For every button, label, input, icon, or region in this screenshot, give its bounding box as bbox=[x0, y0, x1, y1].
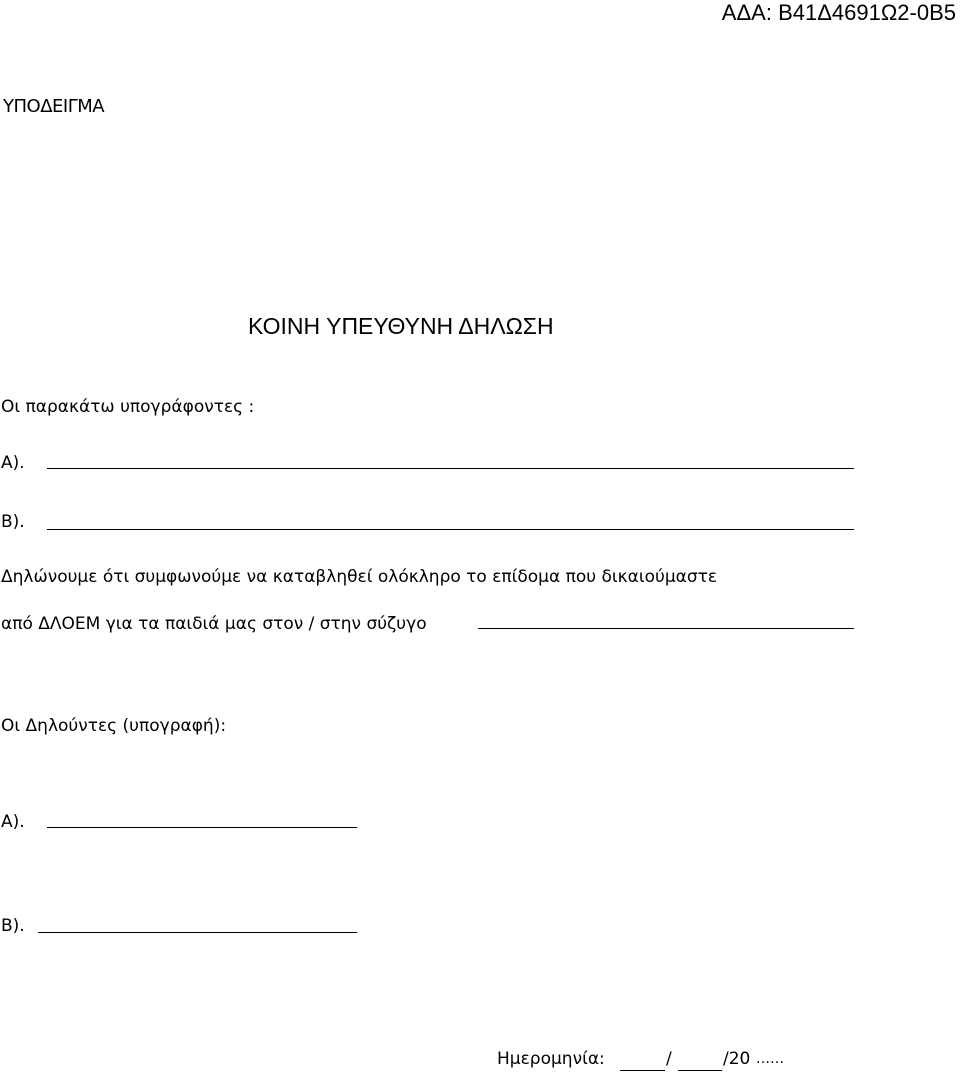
declaration-line-1: Δηλώνουμε ότι συμφωνούμε να καταβληθεί ολόκληρο το επίδομα που δικαιούμαστε bbox=[1, 567, 718, 587]
signature-a-line bbox=[47, 827, 357, 828]
date-month-line bbox=[678, 1070, 722, 1071]
date-label: Ημερομηνία: bbox=[497, 1049, 605, 1069]
signature-b-line bbox=[38, 932, 357, 933]
sample-label: ΥΠΟΔΕΙΓΜΑ bbox=[3, 96, 105, 117]
signature-a-label: Α). bbox=[1, 812, 25, 832]
spouse-name-line bbox=[478, 628, 854, 629]
document-title: ΚΟΙΝΗ ΥΠΕΥΘΥΝΗ ΔΗΛΩΣΗ bbox=[248, 313, 554, 339]
date-year-dots: …… bbox=[756, 1051, 784, 1067]
date-separator-2: /20 bbox=[723, 1049, 751, 1069]
signatory-b-label: Β). bbox=[1, 512, 25, 532]
signatory-a-label: Α). bbox=[1, 453, 25, 473]
signatory-a-line bbox=[47, 468, 854, 469]
intro-text: Οι παρακάτω υπογράφοντες : bbox=[1, 397, 255, 417]
signatures-heading: Οι Δηλούντες (υπογραφή): bbox=[1, 716, 227, 736]
date-day-line bbox=[620, 1070, 665, 1071]
ada-header: ΑΔΑ: Β41Δ4691Ω2-0Β5 bbox=[721, 0, 956, 25]
signature-b-label: Β). bbox=[1, 916, 25, 936]
signatory-b-line bbox=[47, 529, 854, 530]
declaration-line-2: από ΔΛΟΕΜ για τα παιδιά μας στον / στην σύζυγο bbox=[1, 614, 427, 634]
date-separator-1: / bbox=[666, 1049, 672, 1069]
